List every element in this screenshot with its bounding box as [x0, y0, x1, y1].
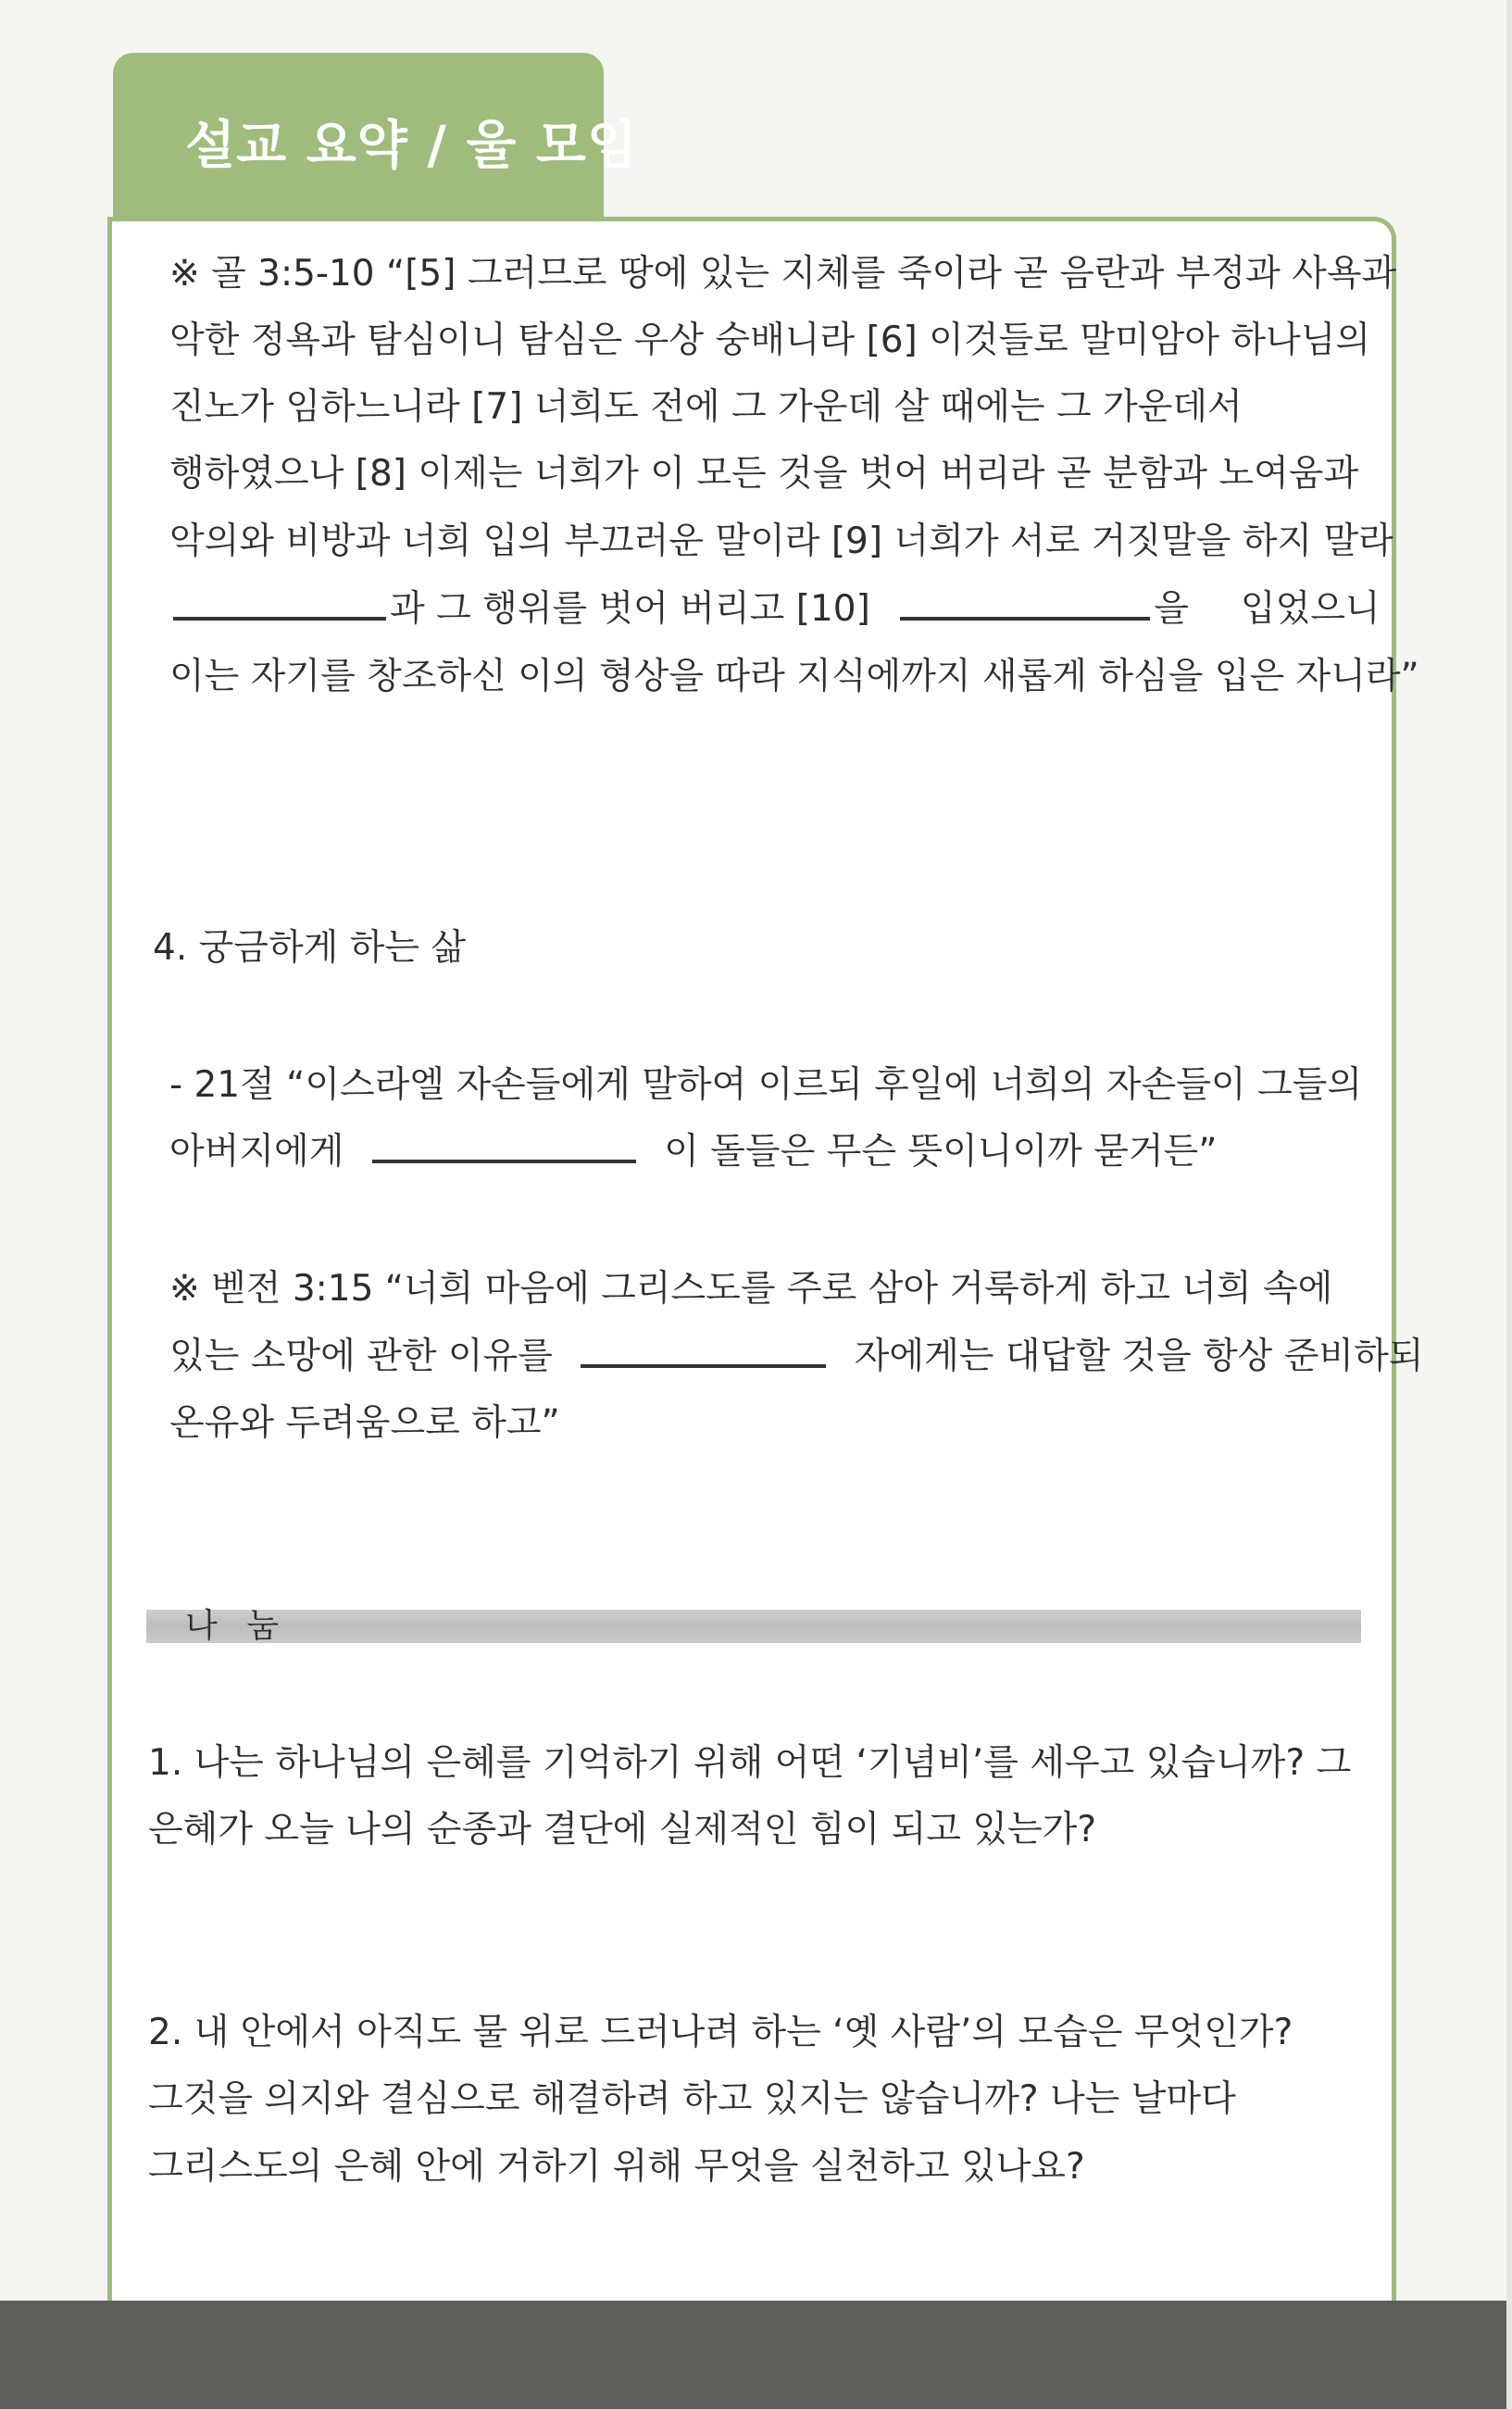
verse1-line6-b: 을	[1154, 588, 1189, 630]
fill-blank	[900, 617, 1150, 621]
question1-line2: 은혜가 오늘 나의 순종과 결단에 실제적인 힘이 되고 있는가?	[148, 1809, 1097, 1851]
verse1-line2: 악한 정욕과 탐심이니 탐심은 우상 숭배니라 [6] 이것들로 말미암아 하나님의	[169, 320, 1371, 361]
verse1-line3: 진노가 임하느니라 [7] 너희도 전에 그 가운데 살 때에는 그 가운데서	[169, 386, 1243, 428]
page-edge	[1506, 0, 1512, 2409]
verse1-line6-a: 과 그 행위를 벗어 버리고 [10]	[390, 588, 870, 630]
section4-line1: - 21절 “이스라엘 자손들에게 말하여 이르되 후일에 너희의 자손들이 그들의	[169, 1064, 1363, 1106]
question2-line2: 그것을 의지와 결심으로 해결하려 하고 있지는 않습니까? 나는 날마다	[148, 2078, 1236, 2120]
footer-band	[0, 2301, 1512, 2409]
section4-line2-b: 이 돌들은 무슨 뜻이니이까 묻거든”	[664, 1131, 1218, 1173]
page-title: 설교 요약 / 울 모임	[185, 116, 639, 176]
verse1-line6	[169, 587, 1381, 632]
verse2-line2-a: 있는 소망에 관한 이유를	[169, 1336, 553, 1377]
section4-line2-a: 아버지에게	[169, 1131, 344, 1173]
verse2-line3: 온유와 두려움으로 하고”	[169, 1402, 560, 1444]
section4-title: 4. 궁금하게 하는 삶	[153, 927, 467, 969]
sharing-title: 나 눔	[185, 1607, 288, 1645]
question1-line1: 1. 나는 하나님의 은혜를 기억하기 위해 어떤 ‘기념비’를 세우고 있습니까? 그	[148, 1742, 1352, 1784]
fill-blank	[173, 617, 386, 621]
question2-line3: 그리스도의 은혜 안에 거하기 위해 무엇을 실천하고 있나요?	[148, 2146, 1085, 2188]
verse2-line2	[169, 1335, 1423, 1379]
question2-line1: 2. 내 안에서 아직도 물 위로 드러나려 하는 ‘옛 사람’의 모습은 무엇인가?	[148, 2012, 1293, 2053]
verse2-line2-b: 자에게는 대답할 것을 항상 준비하되	[854, 1336, 1424, 1377]
verse1-line6-c: 입었으니	[1240, 588, 1381, 630]
fill-blank	[581, 1364, 826, 1368]
verse2-line1: ※ 벧전 3:15 “너희 마음에 그리스도를 주로 삼아 거룩하게 하고 너희 속에	[169, 1268, 1333, 1310]
verse1-line1: ※ 골 3:5-10 “[5] 그러므로 땅에 있는 지체를 죽이라 곧 음란과 부정과 사욕과	[169, 253, 1397, 295]
sharing-header-bar	[146, 1610, 1361, 1643]
fill-blank	[372, 1160, 636, 1163]
section4-line2	[169, 1130, 1217, 1174]
verse1-line5: 악의와 비방과 너희 입의 부끄러운 말이라 [9] 너희가 서로 거짓말을 하지 말라	[169, 521, 1393, 562]
verse1-line7: 이는 자기를 창조하신 이의 형상을 따라 지식에까지 새롭게 하심을 입은 자니라”	[169, 656, 1419, 697]
verse1-line4: 행하였으나 [8] 이제는 너희가 이 모든 것을 벗어 버리라 곧 분함과 노여움과	[169, 453, 1359, 495]
